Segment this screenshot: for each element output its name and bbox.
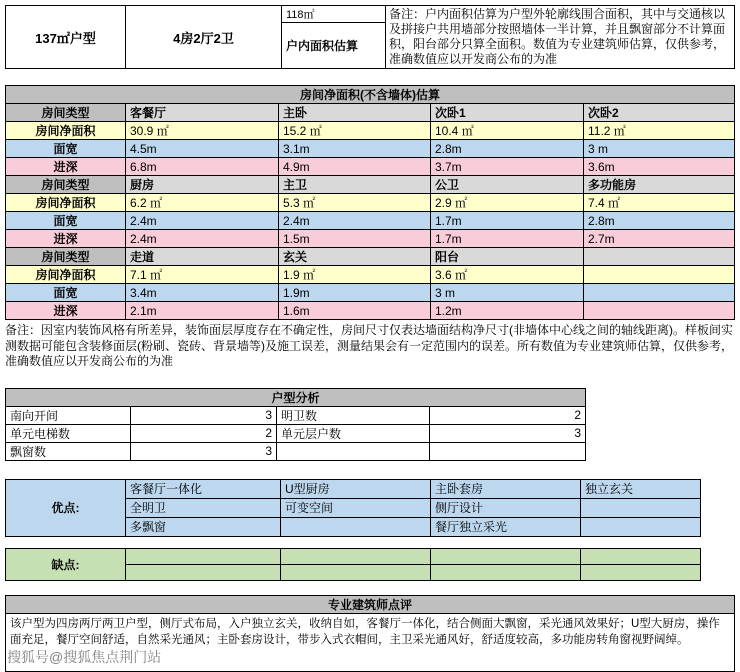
sohu-watermark: 搜狐号@搜狐焦点荆门站 <box>7 649 162 665</box>
depth-value-cell <box>584 302 735 320</box>
width-value-cell: 4.5m <box>126 140 279 158</box>
row-label: 面宽 <box>6 284 126 302</box>
room-name-cell: 公卫 <box>431 176 584 194</box>
metric-label: 单元电梯数 <box>6 424 131 442</box>
room-name-cell <box>584 248 735 266</box>
area-value-cell: 11.2 ㎡ <box>584 122 735 140</box>
room-name-cell: 主卧 <box>279 104 431 122</box>
width-value-cell: 2.8m <box>431 140 584 158</box>
pro-item: U型厨房 <box>281 479 431 498</box>
depth-value-cell: 4.9m <box>279 158 431 176</box>
row-label: 面宽 <box>6 140 126 158</box>
room-name-cell: 主卫 <box>279 176 431 194</box>
con-item <box>281 548 431 564</box>
depth-value-cell: 3.7m <box>431 158 584 176</box>
area-value-cell: 6.2 ㎡ <box>126 194 279 212</box>
area-value-cell: 3.6 ㎡ <box>431 266 584 284</box>
width-value-cell <box>584 284 735 302</box>
pro-item <box>581 517 701 536</box>
table-row <box>6 158 735 176</box>
review-text: 该户型为四房两厅两卫户型，侧厅式布局，入户独立玄关，收纳自如，客餐厅一体化，结合侧面大飘窗，采光通风效果好；U型大厨房，操作面充足，餐厅空间舒适，自然采光通风；主卧套房设计，带步入式衣帽间，主卫采光通风好，舒适度较高，多功能房转角窗视野阔绰。 <box>6 613 735 671</box>
table-row <box>6 248 735 266</box>
area-value-cell: 1.9 ㎡ <box>279 266 431 284</box>
area-value-cell: 5.3 ㎡ <box>279 194 431 212</box>
room-name-cell: 次卧2 <box>584 104 735 122</box>
width-value-cell: 1.9m <box>279 284 431 302</box>
depth-value-cell: 2.7m <box>584 230 735 248</box>
width-value-cell: 2.8m <box>584 212 735 230</box>
depth-value-cell: 2.1m <box>126 302 279 320</box>
pros-table <box>5 479 701 537</box>
row-label: 房间类型 <box>6 176 126 194</box>
con-item <box>581 548 701 564</box>
area-value-cell: 30.9 ㎡ <box>126 122 279 140</box>
table-row <box>6 122 735 140</box>
row-label: 房间类型 <box>6 104 126 122</box>
table-row <box>6 302 735 320</box>
room-name-cell: 次卧1 <box>431 104 584 122</box>
con-item <box>126 548 281 564</box>
table-row <box>6 230 735 248</box>
cons-table <box>5 548 701 581</box>
depth-value-cell: 3.6m <box>584 158 735 176</box>
area-value-cell: 2.9 ㎡ <box>431 194 584 212</box>
con-item <box>581 564 701 580</box>
room-name-cell: 玄关 <box>279 248 431 266</box>
row-label: 面宽 <box>6 212 126 230</box>
pros-label: 优点: <box>6 479 126 536</box>
pro-item: 独立玄关 <box>581 479 701 498</box>
metric-value <box>430 442 586 460</box>
pro-item: 侧厅设计 <box>431 498 581 517</box>
width-value-cell: 2.4m <box>126 212 279 230</box>
con-item <box>281 564 431 580</box>
width-value-cell: 3 m <box>431 284 584 302</box>
table-row <box>6 424 586 442</box>
depth-value-cell: 1.7m <box>431 230 584 248</box>
width-value-cell: 1.7m <box>431 212 584 230</box>
width-value-cell: 3.4m <box>126 284 279 302</box>
width-value-cell: 3 m <box>584 140 735 158</box>
table-row <box>6 284 735 302</box>
metric-label: 明卫数 <box>277 406 430 424</box>
room-name-cell: 阳台 <box>431 248 584 266</box>
area-note: 备注：因室内装饰风格有所差异，装饰面层厚度存在不确定性，房间尺寸仅表达墙面结构净尺寸(非墙体中心线之间的轴线距离)。样板间实测数据可能包含装修面层(粉刷、瓷砖、背景墙等)及施工误差，测量结果会有一定范围内的误差。所有数值为专业建筑师估算，仅供参考，准确数值应以开发商公布的为准 <box>5 323 733 369</box>
table-row <box>6 442 586 460</box>
con-item <box>431 548 581 564</box>
room-name-cell: 厨房 <box>126 176 279 194</box>
depth-value-cell: 1.5m <box>279 230 431 248</box>
table-row <box>6 548 701 564</box>
pro-item: 全明卫 <box>126 498 281 517</box>
analysis-table <box>5 388 586 461</box>
area-value-cell <box>584 266 735 284</box>
metric-label: 南向开间 <box>6 406 131 424</box>
width-value-cell: 2.4m <box>279 212 431 230</box>
table-row <box>6 406 586 424</box>
row-label: 房间类型 <box>6 248 126 266</box>
area-table-title: 房间净面积(不含墙体)估算 <box>6 86 735 104</box>
con-item <box>126 564 281 580</box>
metric-value: 3 <box>131 406 277 424</box>
row-label: 房间净面积 <box>6 194 126 212</box>
table-row <box>6 176 735 194</box>
depth-value-cell: 1.2m <box>431 302 584 320</box>
table-row <box>6 104 735 122</box>
row-label: 进深 <box>6 302 126 320</box>
metric-value: 3 <box>131 442 277 460</box>
row-label: 房间净面积 <box>6 266 126 284</box>
depth-value-cell: 1.6m <box>279 302 431 320</box>
room-name-cell: 多功能房 <box>584 176 735 194</box>
table-row <box>6 212 735 230</box>
pro-item: 主卧套房 <box>431 479 581 498</box>
con-item <box>431 564 581 580</box>
pro-item: 客餐厅一体化 <box>126 479 281 498</box>
unit-area-cell: 137㎡户型 <box>6 6 126 69</box>
metric-label: 飘窗数 <box>6 442 131 460</box>
room-area-table <box>5 85 735 320</box>
header-table <box>5 5 735 69</box>
analysis-title: 户型分析 <box>6 388 586 406</box>
table-row <box>6 140 735 158</box>
header-note: 备注：户内面积估算为户型外轮廓线围合面积，其中与交通核以及拼接户共用墙部分按照墙体一半计算，并且飘窗部分不计算面积，阳台部分只算全面积。数值为专业建筑师估算，仅供参考，准确数值应以开发商公布的为准 <box>386 6 735 69</box>
depth-value-cell: 2.4m <box>126 230 279 248</box>
pro-item <box>581 498 701 517</box>
pro-item: 餐厅独立采光 <box>431 517 581 536</box>
width-value-cell: 3.1m <box>279 140 431 158</box>
pro-item <box>281 517 431 536</box>
indoor-area-value: 118㎡ <box>282 6 386 23</box>
metric-label <box>277 442 430 460</box>
room-name-cell: 客餐厅 <box>126 104 279 122</box>
metric-value: 2 <box>131 424 277 442</box>
row-label: 进深 <box>6 230 126 248</box>
area-value-cell: 7.1 ㎡ <box>126 266 279 284</box>
cons-label: 缺点: <box>6 548 126 580</box>
depth-value-cell: 6.8m <box>126 158 279 176</box>
pro-item: 可变空间 <box>281 498 431 517</box>
pro-item: 多飘窗 <box>126 517 281 536</box>
area-value-cell: 10.4 ㎡ <box>431 122 584 140</box>
metric-label: 单元层户数 <box>277 424 430 442</box>
unit-layout-cell: 4房2厅2卫 <box>126 6 282 69</box>
row-label: 进深 <box>6 158 126 176</box>
metric-value: 3 <box>430 424 586 442</box>
area-value-cell: 7.4 ㎡ <box>584 194 735 212</box>
room-name-cell: 走道 <box>126 248 279 266</box>
table-row <box>6 266 735 284</box>
row-label: 房间净面积 <box>6 122 126 140</box>
area-value-cell: 15.2 ㎡ <box>279 122 431 140</box>
indoor-area-label: 户内面积估算 <box>282 23 386 69</box>
table-row <box>6 479 701 498</box>
metric-value: 2 <box>430 406 586 424</box>
review-title: 专业建筑师点评 <box>6 595 735 613</box>
table-row <box>6 194 735 212</box>
